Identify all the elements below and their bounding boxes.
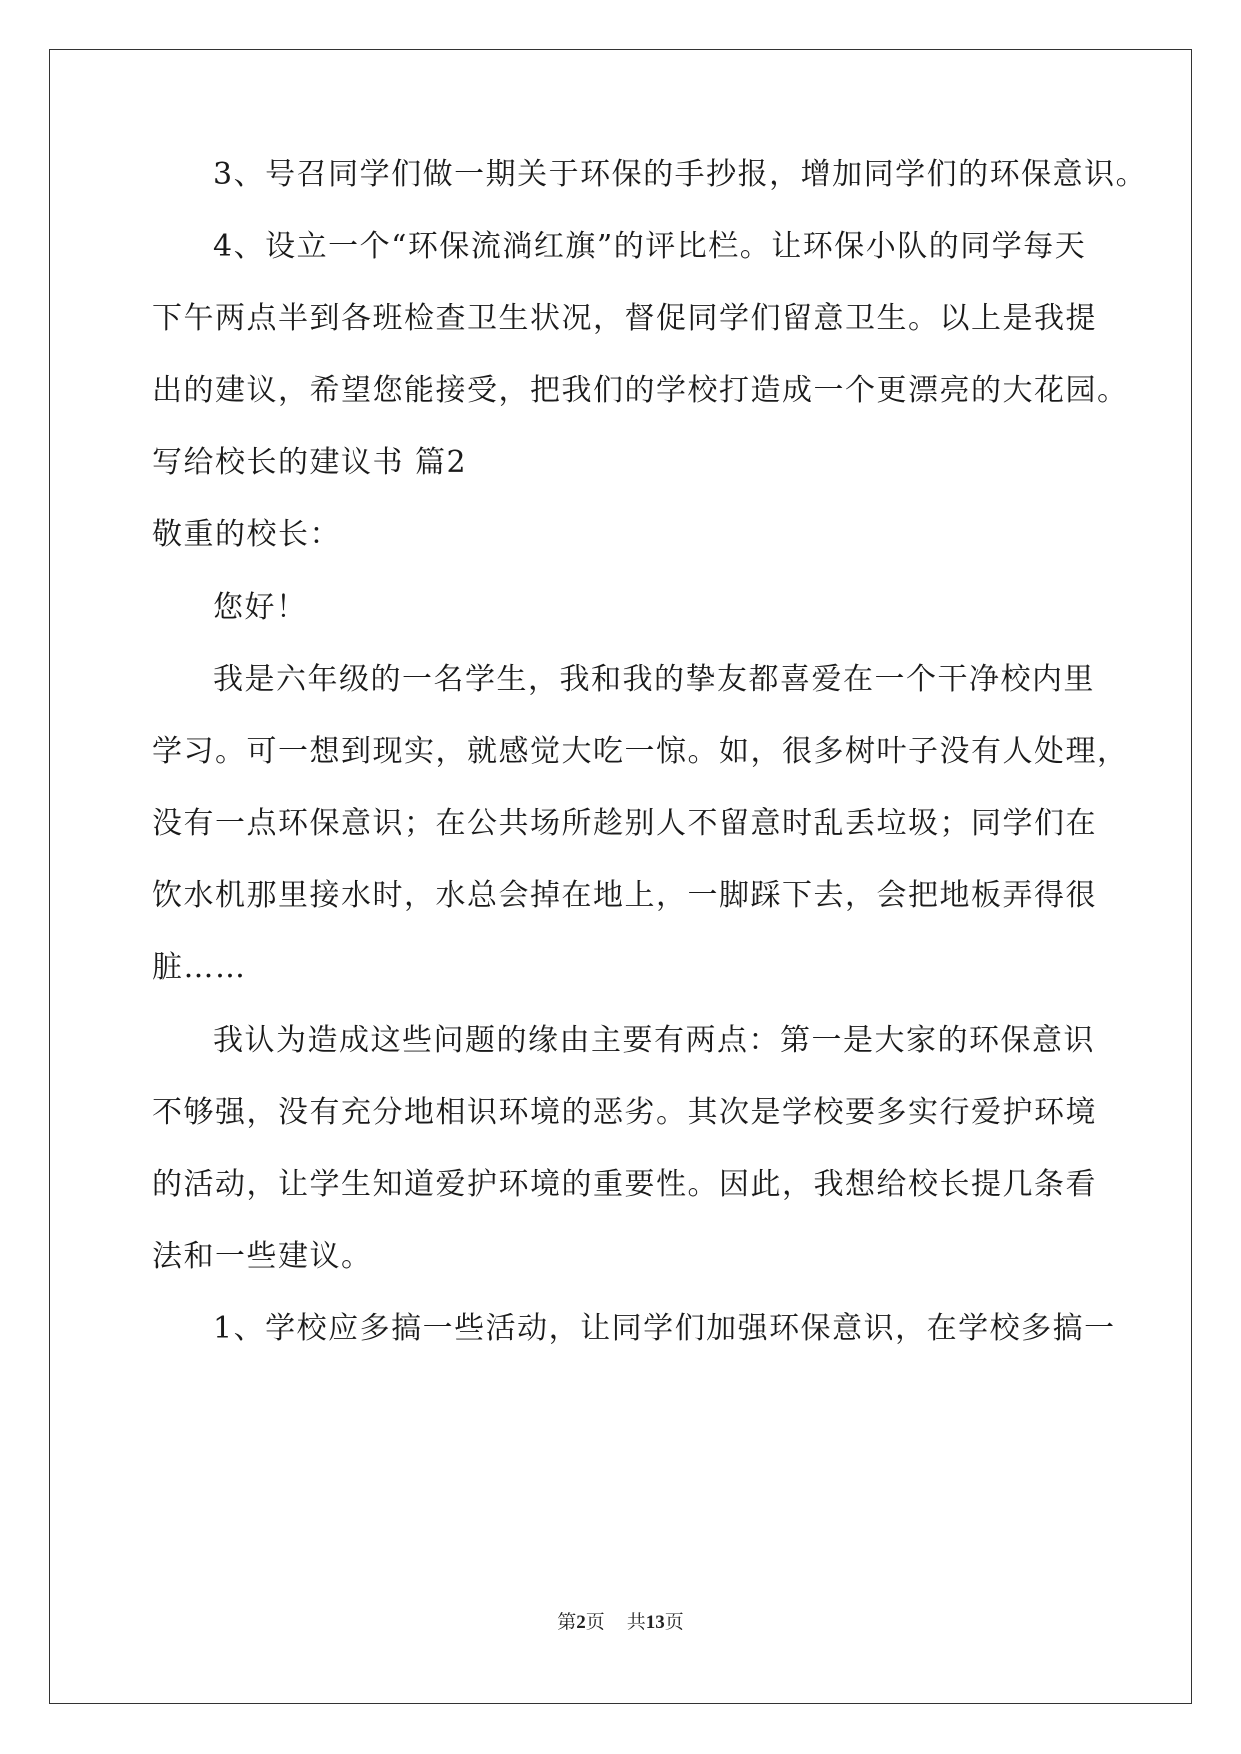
paragraph-line: 3、号召同学们做一期关于环保的手抄报，增加同学们的环保意识。 bbox=[213, 157, 1148, 192]
paragraph-line: 法和一些建议。 bbox=[152, 1239, 373, 1274]
paragraph-line: 4、设立一个“环保流淌红旗”的评比栏。让环保小队的同学每天 bbox=[213, 229, 1087, 264]
paragraph-line: 没有一点环保意识；在公共场所趁别人不留意时乱丢垃圾；同学们在 bbox=[152, 806, 1097, 841]
paragraph-line: 我认为造成这些问题的缘由主要有两点：第一是大家的环保意识 bbox=[213, 1023, 1095, 1058]
paragraph-line: 饮水机那里接水时，水总会掉在地上，一脚踩下去，会把地板弄得很 bbox=[152, 878, 1097, 913]
paragraph-line: 我是六年级的一名学生，我和我的挚友都喜爱在一个干净校内里 bbox=[213, 662, 1095, 697]
page-number: 2 bbox=[576, 1612, 586, 1633]
total-suffix: 页 bbox=[664, 1611, 684, 1633]
paragraph-line: 下午两点半到各班检查卫生状况，督促同学们留意卫生。以上是我提 bbox=[152, 301, 1097, 336]
total-prefix: 共 bbox=[626, 1611, 646, 1633]
paragraph-line: 1、学校应多搞一些活动，让同学们加强环保意识，在学校多搞一 bbox=[213, 1311, 1116, 1346]
page-prefix: 第 bbox=[557, 1611, 577, 1633]
page-suffix: 页 bbox=[585, 1611, 605, 1633]
paragraph-line: 脏…… bbox=[152, 950, 247, 985]
paragraph-line: 的活动，让学生知道爱护环境的重要性。因此，我想给校长提几条看 bbox=[152, 1167, 1097, 1202]
paragraph-line: 学习。可一想到现实，就感觉大吃一惊。如，很多树叶子没有人处理， bbox=[152, 734, 1129, 769]
greeting: 您好！ bbox=[213, 590, 308, 625]
section-heading: 写给校长的建议书 篇2 bbox=[152, 445, 468, 480]
paragraph-line: 出的建议，希望您能接受，把我们的学校打造成一个更漂亮的大花园。 bbox=[152, 373, 1129, 408]
total-pages: 13 bbox=[645, 1612, 665, 1633]
paragraph-line: 不够强，没有充分地相识环境的恶劣。其次是学校要多实行爱护环境 bbox=[152, 1095, 1097, 1130]
page-footer bbox=[0, 1610, 1241, 1635]
salutation: 敬重的校长： bbox=[152, 517, 341, 552]
